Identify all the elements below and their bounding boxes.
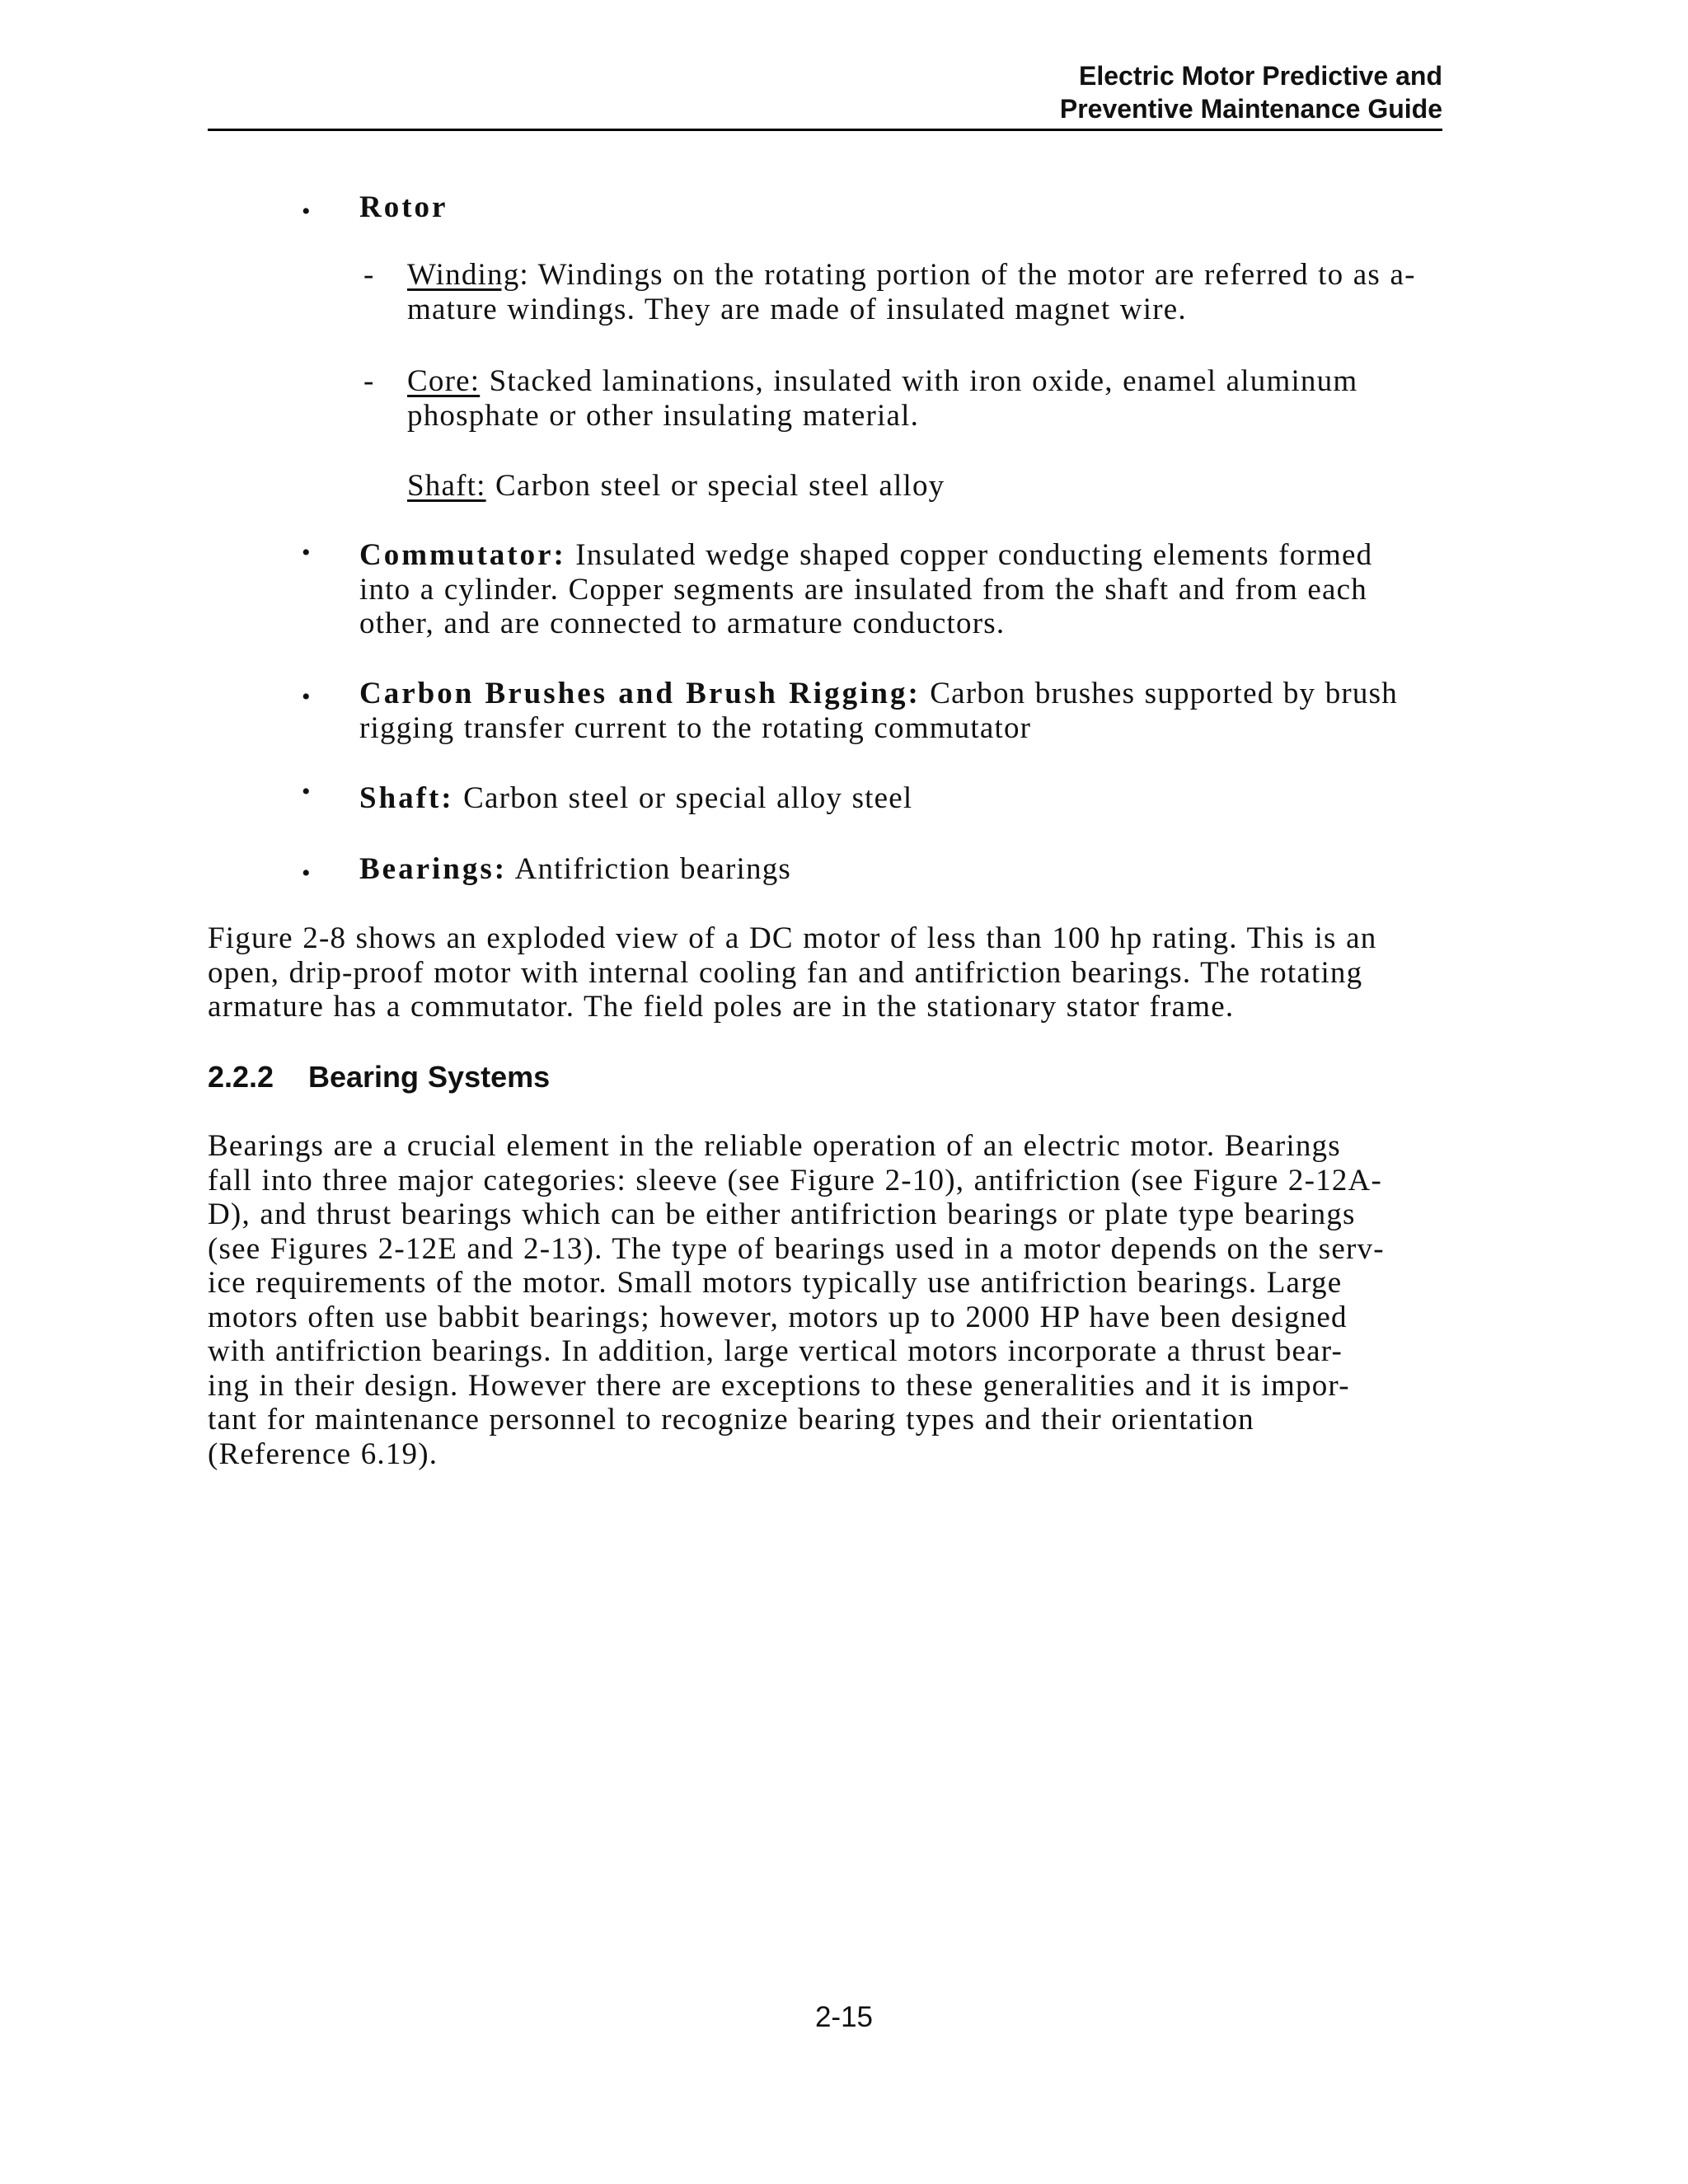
- bullet-icon: •: [302, 539, 312, 566]
- commutator-label: Commutator:: [359, 538, 566, 572]
- paragraph-line: fall into three major categories: sleeve (see Figure 2-10), antifriction (see Figure 2-12A-: [208, 1163, 1382, 1197]
- paragraph-line: ice requirements of the motor. Small motors typically use antifriction bearings. Large: [208, 1266, 1343, 1300]
- rotor-shaft-text: Carbon steel or special steel alloy: [485, 469, 945, 503]
- paragraph-line: armature has a commutator. The field poles are in the stationary stator frame.: [208, 990, 1235, 1024]
- commutator-text-line-3: other, and are connected to armature conductors.: [359, 607, 1006, 640]
- bullet-icon: •: [302, 683, 312, 710]
- brushes-text-line-1: Carbon brushes supported by brush: [920, 677, 1398, 710]
- running-header: [208, 59, 1442, 131]
- core-text-line-2: phosphate or other insulating material.: [407, 398, 920, 433]
- section-heading: [208, 1059, 550, 1095]
- commutator-item: [359, 538, 1480, 641]
- paragraph-line: D), and thrust bearings which can be either antifriction bearings or plate type bearings: [208, 1197, 1356, 1231]
- core-dash: -: [363, 364, 375, 398]
- rotor-shaft-item: [407, 469, 1489, 504]
- paragraph-line: Figure 2-8 shows an exploded view of a DC motor of less than 100 hp rating. This is an: [208, 921, 1377, 955]
- winding-text-line-1: : Windings on the rotating portion of the motor are referred to as a-: [519, 258, 1416, 292]
- bullet-icon: •: [302, 198, 312, 225]
- paragraph-line: (see Figures 2-12E and 2-13). The type of bearings used in a motor depends on the serv-: [208, 1231, 1385, 1266]
- running-header-line-1: Electric Motor Predictive and: [1078, 61, 1442, 91]
- rotor-shaft-label: Shaft:: [407, 469, 486, 503]
- bearings-label: Bearings:: [359, 852, 508, 886]
- brushes-text-line-2: rigging transfer current to the rotating commutator: [359, 710, 1032, 745]
- bullet-icon: •: [302, 778, 312, 805]
- paragraph-line: tant for maintenance personnel to recognize bearing types and their orientation: [208, 1403, 1254, 1436]
- rotor-label: Rotor: [359, 190, 448, 224]
- winding-label: Winding: [407, 258, 520, 292]
- paragraph-line: ing in their design. However there are exceptions to these generalities and it is impor-: [208, 1368, 1350, 1403]
- figure-2-8-paragraph: [208, 921, 1469, 1024]
- bearing-systems-paragraph: [208, 1129, 1469, 1471]
- section-title: Bearing Systems: [308, 1060, 551, 1094]
- core-item: [407, 364, 1489, 433]
- page-number: 2-15: [814, 2001, 874, 2033]
- rotor-heading: [359, 190, 1480, 225]
- core-text-line-1: Stacked laminations, insulated with iron oxide, enamel aluminum: [480, 364, 1358, 398]
- core-label: Core:: [407, 364, 481, 398]
- winding-text-line-2: mature windings. They are made of insulated magnet wire.: [407, 292, 1187, 326]
- paragraph-line: motors often use babbit bearings; however, motors up to 2000 HP have been designed: [208, 1300, 1348, 1334]
- running-header-line-2: Preventive Maintenance Guide: [1059, 94, 1442, 124]
- commutator-text-line-1: Insulated wedge shaped copper conducting elements formed: [565, 538, 1373, 572]
- bullet-icon: •: [302, 860, 312, 887]
- brushes-label: Carbon Brushes and Brush Rigging:: [359, 677, 921, 710]
- winding-dash: -: [363, 258, 375, 292]
- paragraph-line: (Reference 6.19).: [208, 1436, 438, 1471]
- bearings-text: Antifriction bearings: [507, 852, 791, 886]
- brushes-item: [359, 677, 1480, 745]
- paragraph-line: Bearings are a crucial element in the reliable operation of an electric motor. Bearings: [208, 1129, 1341, 1163]
- shaft-text: Carbon steel or special alloy steel: [453, 781, 913, 815]
- shaft-label: Shaft:: [359, 781, 454, 815]
- section-number: 2.2.2: [208, 1060, 274, 1094]
- commutator-text-line-2: into a cylinder. Copper segments are insulated from the shaft and from each: [359, 572, 1367, 607]
- shaft-item: [359, 781, 1480, 816]
- bearings-item: [359, 852, 1480, 887]
- paragraph-line: open, drip-proof motor with internal cooling fan and antifriction bearings. The rotating: [208, 955, 1363, 990]
- paragraph-line: with antifriction bearings. In addition, large vertical motors incorporate a thrust bear-: [208, 1334, 1343, 1368]
- winding-item: [407, 258, 1489, 326]
